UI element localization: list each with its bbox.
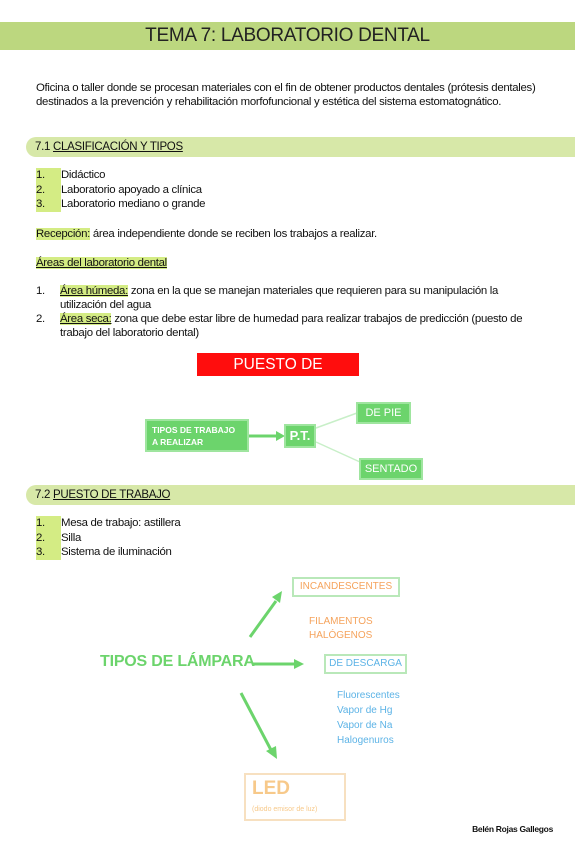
work-types-line-1: TIPOS DE TRABAJO: [152, 425, 236, 435]
led-label: LED: [252, 778, 290, 799]
reception-label: Recepción:: [36, 228, 90, 240]
area-label: Área húmeda:: [60, 285, 128, 297]
list-text: Didáctico: [61, 169, 106, 181]
areas-heading-text: Áreas del laboratorio dental: [36, 257, 167, 269]
pt-box: P.T.: [284, 424, 316, 448]
section-title: CLASIFICACIÓN Y TIPOS: [53, 141, 183, 153]
discharge-item: Vapor de Hg: [337, 705, 393, 716]
discharge-box: DE DESCARGA: [324, 654, 407, 674]
discharge-items: [337, 688, 400, 748]
list-number: 2.: [36, 183, 61, 198]
led-sublabel: (diodo emisor de luz): [252, 806, 318, 813]
lamp-types-title: TIPOS DE LÁMPARA: [100, 653, 255, 670]
reception-text: área independiente donde se reciben los trabajos a realizar.: [90, 228, 377, 240]
option-de-pie: DE PIE: [356, 402, 411, 424]
list-text: Laboratorio mediano o grande: [61, 198, 206, 211]
discharge-item: Fluorescentes: [337, 690, 400, 701]
intro-paragraph: Oficina o taller donde se procesan materiales con el fin de obtener productos dentales (prótesis dentales) destinados a la prevención y rehabilitación morfofuncional y estética del sistema estomatognático.: [36, 82, 536, 108]
list-number: 2.: [36, 531, 61, 546]
led-box: [244, 773, 346, 821]
author-footer: Belén Rojas Gallegos: [472, 824, 553, 834]
incandescent-item: FILAMENTOS: [309, 616, 373, 627]
area-label: Área seca:: [60, 313, 112, 326]
discharge-item: Vapor de Na: [337, 720, 393, 731]
list-number: 3.: [36, 197, 61, 212]
list-number: 1.: [36, 168, 61, 183]
incandescent-box: INCANDESCENTES: [292, 577, 400, 597]
list-text: Laboratorio apoyado a clínica: [61, 183, 202, 196]
area-text: zona que debe estar libre de humedad para realizar trabajos de predicción (puesto de trabajo del laboratorio dental): [60, 313, 523, 339]
section-number: 7.1: [35, 141, 51, 153]
list-number: 3.: [36, 545, 61, 560]
list-text: Silla: [61, 531, 82, 544]
incandescent-items: [309, 615, 373, 643]
puesto-de-trabajo-heading: PUESTO DE TRABAJO: [197, 353, 359, 376]
incandescent-item: HALÓGENOS: [309, 630, 373, 641]
page-title: TEMA 7: LABORATORIO DENTAL: [0, 22, 575, 50]
list-number: 1.: [36, 285, 45, 297]
list-number: 1.: [36, 516, 61, 531]
list-text: Mesa de trabajo: astillera: [61, 517, 181, 529]
section-number: 7.2: [35, 489, 51, 501]
section-title: PUESTO DE TRABAJO: [53, 489, 171, 501]
list-text: Sistema de iluminación: [61, 546, 172, 559]
work-types-line-2: A REALIZAR: [152, 437, 204, 447]
list-number: 2.: [36, 313, 45, 326]
area-text: zona en la que se manejan materiales que requieren para su manipulación la utilización del agua: [60, 285, 499, 311]
option-sentado: SENTADO: [359, 458, 423, 480]
discharge-item: Halogenuros: [337, 735, 394, 746]
